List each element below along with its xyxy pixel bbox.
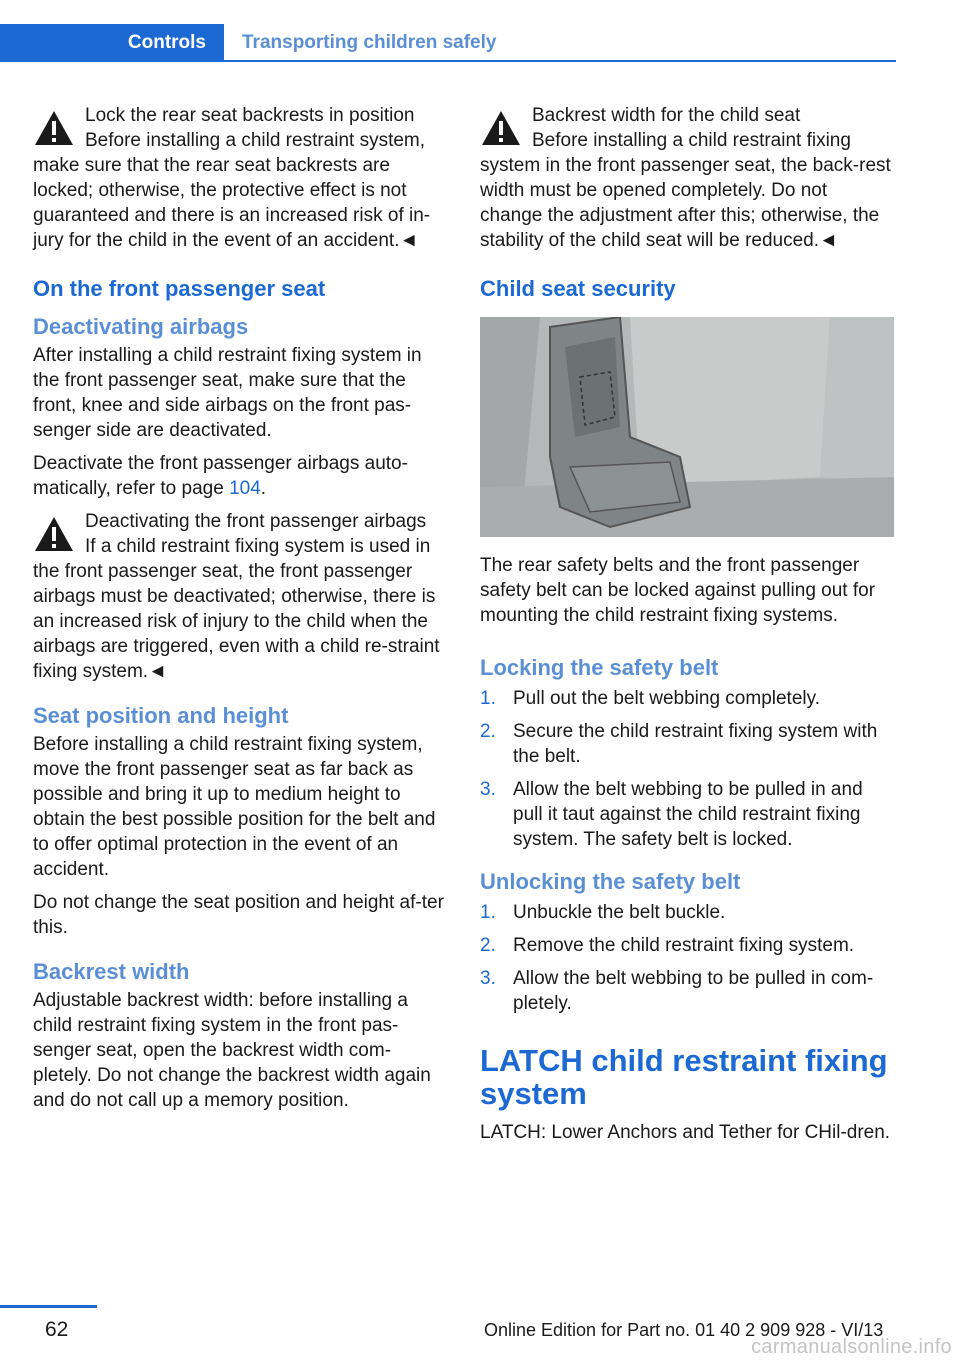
warning-title: Deactivating the front passenger airbags: [85, 511, 427, 532]
paragraph: Do not change the seat position and height af-ter this.: [33, 892, 444, 938]
heading-latch-system: LATCH child restraint fixing system: [480, 1043, 888, 1111]
list-item: 3. Allow the belt webbing to be pulled in and pull it taut against the child restraint fixing system. The safety belt is locked.: [480, 779, 863, 850]
warning-triangle-icon: [33, 515, 75, 553]
warning-backrest-width: [480, 103, 894, 253]
unlocking-steps-list: [480, 900, 894, 1016]
footer-rule: [0, 1305, 97, 1308]
paragraph-page-ref: Deactivate the front passenger airbags auto-matically, refer to page 104.: [33, 453, 408, 499]
warning-text: make sure that the rear seat backrests are locked; otherwise, the protective effect is not guaranteed and there is an increased risk of in-jury for the child in the event of an accident.◄: [33, 155, 431, 251]
list-item: 1. Unbuckle the belt buckle.: [480, 902, 726, 923]
page-link-104[interactable]: 104: [229, 478, 261, 499]
paragraph: Adjustable backrest width: before installing a child restraint fixing system in the front pas-senger seat, open the backrest width com-pletely. Do not change the backrest width again and do not call up a memory position.: [33, 990, 431, 1111]
warning-text-first: If a child restraint fixing system is used in: [85, 536, 431, 557]
list-item: 2. Remove the child restraint fixing system.: [480, 935, 855, 956]
warning-title: Backrest width for the child seat: [532, 105, 801, 126]
right-column: [480, 103, 894, 1153]
edition-text: Online Edition for Part no. 01 40 2 909 928 - VI/13: [484, 1320, 884, 1340]
locking-steps-list: [480, 686, 894, 852]
list-item: 2. Secure the child restraint fixing system with the belt.: [480, 721, 878, 767]
warning-text: system in the front passenger seat, the back-rest width must be opened completely. Do not change the adjustment after this; otherwise, the stability of the child seat will be reduced.◄: [480, 155, 891, 251]
heading-locking-belt: Locking the safety belt: [480, 655, 719, 680]
warning-triangle-icon: [33, 109, 75, 147]
heading-seat-position: Seat position and height: [33, 703, 289, 728]
left-column: [33, 103, 447, 1121]
child-seat-image: [480, 317, 894, 537]
warning-rear-backrests: [33, 103, 447, 253]
paragraph: Before installing a child restraint fixing system, move the front passenger seat as far back as possible and bring it up to medium height to obtain the best possible position for the belt and to offer optimal protection in the event of an accident.: [33, 734, 436, 880]
warning-title: Lock the rear seat backrests in position: [85, 105, 415, 126]
tab-controls[interactable]: Controls: [0, 24, 224, 62]
warning-text: the front passenger seat, the front passenger airbags must be deactivated; otherwise, there is an increased risk of injury to the child when the airbags are triggered, even with a child re-straint fixing system.◄: [33, 561, 440, 682]
warning-text-first: Before installing a child restraint fixing: [532, 130, 851, 151]
warning-deactivate-airbags: [33, 509, 447, 684]
heading-backrest-width: Backrest width: [33, 959, 190, 984]
paragraph: The rear safety belts and the front passenger safety belt can be locked against pulling out for mounting the child restraint fixing systems.: [480, 555, 876, 626]
paragraph: After installing a child restraint fixing system in the front passenger seat, make sure that the front, knee and side airbags on the front pas-senger side are deactivated.: [33, 345, 422, 441]
heading-child-seat-security: Child seat security: [480, 276, 676, 301]
heading-deactivating-airbags: Deactivating airbags: [33, 314, 249, 339]
tab-transporting-children[interactable]: Transporting children safely: [242, 32, 497, 53]
header-rule: [224, 60, 896, 62]
paragraph: LATCH: Lower Anchors and Tether for CHil-dren.: [480, 1122, 891, 1143]
list-item: 3. Allow the belt webbing to be pulled in com-pletely.: [480, 968, 874, 1014]
list-item: 1. Pull out the belt webbing completely.: [480, 688, 820, 709]
watermark: carmanualsonline.info: [751, 1336, 952, 1358]
heading-unlocking-belt: Unlocking the safety belt: [480, 869, 741, 894]
heading-front-passenger-seat: On the front passenger seat: [33, 276, 326, 301]
child-seat-illustration: [480, 317, 894, 537]
warning-triangle-icon: [480, 109, 522, 147]
page-number: 62: [45, 1318, 69, 1341]
warning-text-first: Before installing a child restraint system,: [85, 130, 426, 151]
page-header: [0, 24, 896, 62]
